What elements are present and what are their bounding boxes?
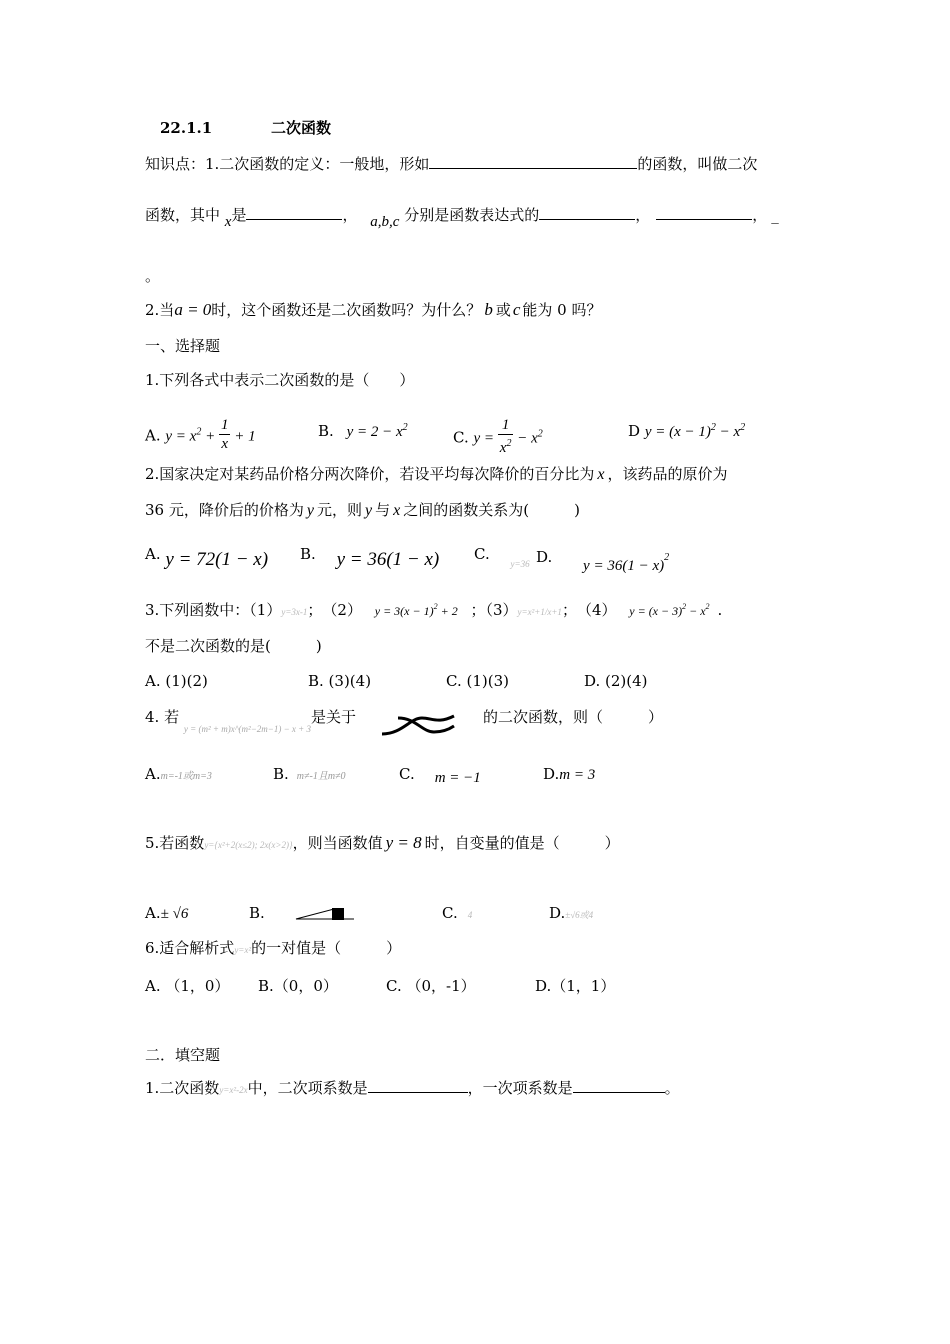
q5-text-c: 时，自变量的值是（ ） <box>424 834 620 852</box>
q5-option-b <box>249 903 265 923</box>
den: x <box>221 436 229 452</box>
blank-quadratic-coefficient <box>368 1078 468 1093</box>
intro-text-d: 能为 0 吗？ <box>522 301 602 319</box>
q3-text-b: ； （2） <box>307 601 362 619</box>
q3-option-b: B. (3)(4) <box>308 672 372 690</box>
fill1-text-a: 1.二次函数 <box>145 1079 220 1097</box>
q1-a-label: A. <box>145 426 161 445</box>
blank-a <box>539 205 635 220</box>
q4-d-math: m = 3 <box>559 767 596 783</box>
q3-text-d: ； （4） <box>561 601 617 619</box>
q3-formula-1: y=3x-1 <box>281 607 308 617</box>
math-x: x <box>597 466 605 483</box>
fill1-text-b: 中，二次项系数是 <box>247 1079 368 1097</box>
q1-stem: 1.下列各式中表示二次函数的是（ ） <box>145 371 415 389</box>
num: 1 <box>498 416 514 435</box>
fill1-text-d: 。 <box>664 1079 680 1097</box>
q4-option-d <box>543 764 595 785</box>
q6-option-b: B.（0，0） <box>258 977 338 995</box>
intro-text-a: 2.当 <box>145 301 175 319</box>
q3-option-a: A. (1)(2) <box>145 672 208 690</box>
knowledge-line-2 <box>145 205 779 230</box>
q1-option-a <box>145 418 256 455</box>
q2-stem-line-1 <box>145 464 727 485</box>
section-title <box>160 118 331 138</box>
q4-a-label: A. <box>145 765 161 783</box>
q5-option-a <box>145 903 188 924</box>
den <box>498 435 514 457</box>
q5-option-c <box>442 903 472 925</box>
q1-a-pre: y = x <box>165 428 197 445</box>
q2-d-label: D. <box>536 548 553 566</box>
q1-c-fraction <box>498 416 514 457</box>
q1-a-fraction <box>219 416 231 453</box>
q2-b-label: B. <box>300 545 316 563</box>
q5-d-formula: ±√6或4 <box>565 910 594 920</box>
q2-stem-line-2 <box>145 500 580 521</box>
sup: 2 <box>402 422 408 433</box>
math-x: x <box>224 214 232 230</box>
sup: 2 <box>710 422 716 433</box>
q5-a-math: ± √6 <box>160 906 189 922</box>
q3-text-c: ；（3） <box>470 601 518 619</box>
x-variable-image <box>380 712 456 738</box>
q4-a-formula: m=-1或m=3 <box>160 771 212 782</box>
sup: 2 <box>740 422 746 433</box>
math-b: b <box>484 300 493 319</box>
math-a-zero: a = 0 <box>174 300 212 319</box>
q4-text-b: 是关于 <box>310 708 356 726</box>
blank-c: _ <box>771 206 779 224</box>
q4-option-c <box>399 764 481 785</box>
q5-math: y = 8 <box>385 833 422 852</box>
q4-stem <box>145 707 356 734</box>
period: . <box>717 601 723 619</box>
q2-text-a: 2.国家决定对某药品价格分两次降价，若设平均每次降价的百分比为 <box>145 465 595 483</box>
q3-formula-4b: − x <box>686 604 706 618</box>
q1-d-label: D <box>628 422 641 440</box>
q4-c-label: C. <box>399 765 415 783</box>
q4-stem-end: 的二次函数，则（ ） <box>483 708 664 726</box>
comma: ， <box>635 206 651 224</box>
q5-c-label: C. <box>442 904 458 922</box>
q1-c-label: C. <box>453 428 469 447</box>
q1-b-math: y = 2 − x <box>346 424 403 440</box>
sup: 2 <box>537 428 543 440</box>
q5-d-label: D. <box>549 904 566 922</box>
q6-stem <box>145 938 401 960</box>
q2-option-a <box>145 544 269 570</box>
q2-text-e: 与 <box>375 501 391 519</box>
q5-a-label: A. <box>145 904 161 922</box>
knowledge-text-b: 是 <box>231 206 247 224</box>
intro-text-c: 或 <box>495 301 511 319</box>
q5-b-image <box>294 905 356 921</box>
q5-b-label: B. <box>249 904 265 922</box>
q3-option-d: D. (2)(4) <box>584 672 648 690</box>
q2-option-b <box>300 544 440 570</box>
q5-text-a: 5.若函数 <box>145 834 205 852</box>
sup: 2 <box>506 438 512 449</box>
q3-stem: 3.下列函数中：（1）y=3x-1； （2） $y = 3(x - 1)^2 + 2$ ；（3）y=x²+1/x+1； （4） $y = (x - 3)^2 - x^2$ . <box>145 601 723 619</box>
q3-text-a: 3.下列函数中：（1） <box>145 601 282 619</box>
knowledge-suffix: 的函数，叫做二次 <box>637 155 758 173</box>
sup: 2 <box>664 552 670 563</box>
q6-formula: y=x² <box>234 945 252 955</box>
q1-a-post: + 1 <box>230 428 256 445</box>
q4-b-label: B. <box>273 765 289 783</box>
knowledge-line-1 <box>145 154 757 174</box>
q1-c-pre: y = <box>473 430 498 447</box>
q2-a-label: A. <box>145 545 161 563</box>
blank-linear-coefficient <box>573 1078 665 1093</box>
q3-formula-2b: + 2 <box>437 604 458 618</box>
math-y: y <box>364 502 373 519</box>
section-choice-heading: 一、选择题 <box>145 337 221 355</box>
knowledge-text-a: 函数，其中 <box>145 206 221 224</box>
math-y: y <box>306 502 314 519</box>
q3-formula-4: y = (x − 3) <box>629 604 683 618</box>
q2-text-b: ，该药品的原价为 <box>607 465 728 483</box>
q1-option-c <box>453 418 543 459</box>
fill1-formula: y=x²-2x <box>219 1085 248 1095</box>
q2-text-f: 之间的函数关系为( ) <box>403 501 580 519</box>
q6-text-a: 6.适合解析式 <box>145 939 235 957</box>
q2-b-math: y = 36(1 − x) <box>336 549 440 570</box>
q6-option-c: C. （0，-1） <box>386 977 476 995</box>
q1-a-mid: + <box>201 428 219 445</box>
intro-text-b: 时，这个函数还是二次函数吗？为什么？ <box>211 301 482 319</box>
q1-c-post: − x <box>513 430 538 447</box>
comma: ， <box>342 206 358 224</box>
q5-option-d <box>549 903 593 925</box>
q2-c-label: C. <box>474 545 490 563</box>
q3-formula-3: y=x²+1/x+1 <box>517 607 562 617</box>
q4-d-label: D. <box>543 765 560 783</box>
q4-option-b <box>273 764 346 787</box>
q2-d-math: y = 36(1 − x) <box>583 558 665 574</box>
q1-option-b <box>318 418 408 442</box>
q1-option-d <box>628 418 745 442</box>
q5-formula: y={x²+2(x≤2); 2x(x>2)} <box>204 840 293 850</box>
knowledge-end: 。 <box>145 267 161 285</box>
q6-option-a: A. （1，0） <box>145 977 230 995</box>
math-x: x <box>393 502 401 519</box>
comma: ， <box>752 206 768 224</box>
fill-question-1 <box>145 1078 680 1100</box>
blank-definition <box>429 154 637 169</box>
q6-text-b: 的一对值是（ ） <box>251 939 402 957</box>
q3-stem-line-2: 不是二次函数的是( ) <box>145 637 322 655</box>
q2-option-d <box>536 544 670 574</box>
q6-option-d: D.（1，1） <box>535 977 616 995</box>
section-name: 二次函数 <box>270 119 331 137</box>
q2-c-faint-formula: y=36 <box>510 559 530 569</box>
math-abc: a,b,c <box>370 214 400 230</box>
q5-text-b: ，则当函数值 <box>292 834 383 852</box>
section-fill-heading: 二．填空题 <box>145 1046 221 1064</box>
knowledge-text-c: 分别是函数表达式的 <box>404 206 540 224</box>
sup: 2 <box>196 426 202 438</box>
q4-b-formula: m≠-1且m≠0 <box>296 771 346 782</box>
q5-stem <box>145 833 620 855</box>
q2-a-math: y = 72(1 − x) <box>165 549 269 570</box>
num: 1 <box>220 417 229 433</box>
q5-c-formula: 4 <box>467 910 473 920</box>
q3-option-c: C. (1)(3) <box>446 672 509 690</box>
den-x: x <box>499 440 507 456</box>
intro-question <box>145 300 601 320</box>
blank-x <box>246 205 342 220</box>
knowledge-prefix: 知识点：1.二次函数的定义：一般地，形如 <box>145 155 430 173</box>
blank-b <box>656 205 752 220</box>
q1-b-label: B. <box>318 422 334 440</box>
q4-formula: y = (m² + m)x^(m²−2m−1) − x + 3 <box>183 724 311 734</box>
q2-text-d: 元，则 <box>316 501 362 519</box>
q1-d-post: − x <box>715 424 741 440</box>
math-c: c <box>512 300 521 319</box>
q2-option-c <box>474 544 530 569</box>
q4-option-a <box>145 764 212 787</box>
q3-formula-2: y = 3(x − 1) <box>374 604 434 618</box>
q4-text-a: 4. 若 <box>145 708 180 726</box>
q1-d-math: y = (x − 1) <box>644 424 711 440</box>
q4-c-math: m = −1 <box>434 770 481 786</box>
q2-text-c: 36 元，降价后的价格为 <box>145 501 304 519</box>
section-number: 22.1.1 <box>160 119 213 137</box>
fill1-text-c: ，一次项系数是 <box>467 1079 573 1097</box>
